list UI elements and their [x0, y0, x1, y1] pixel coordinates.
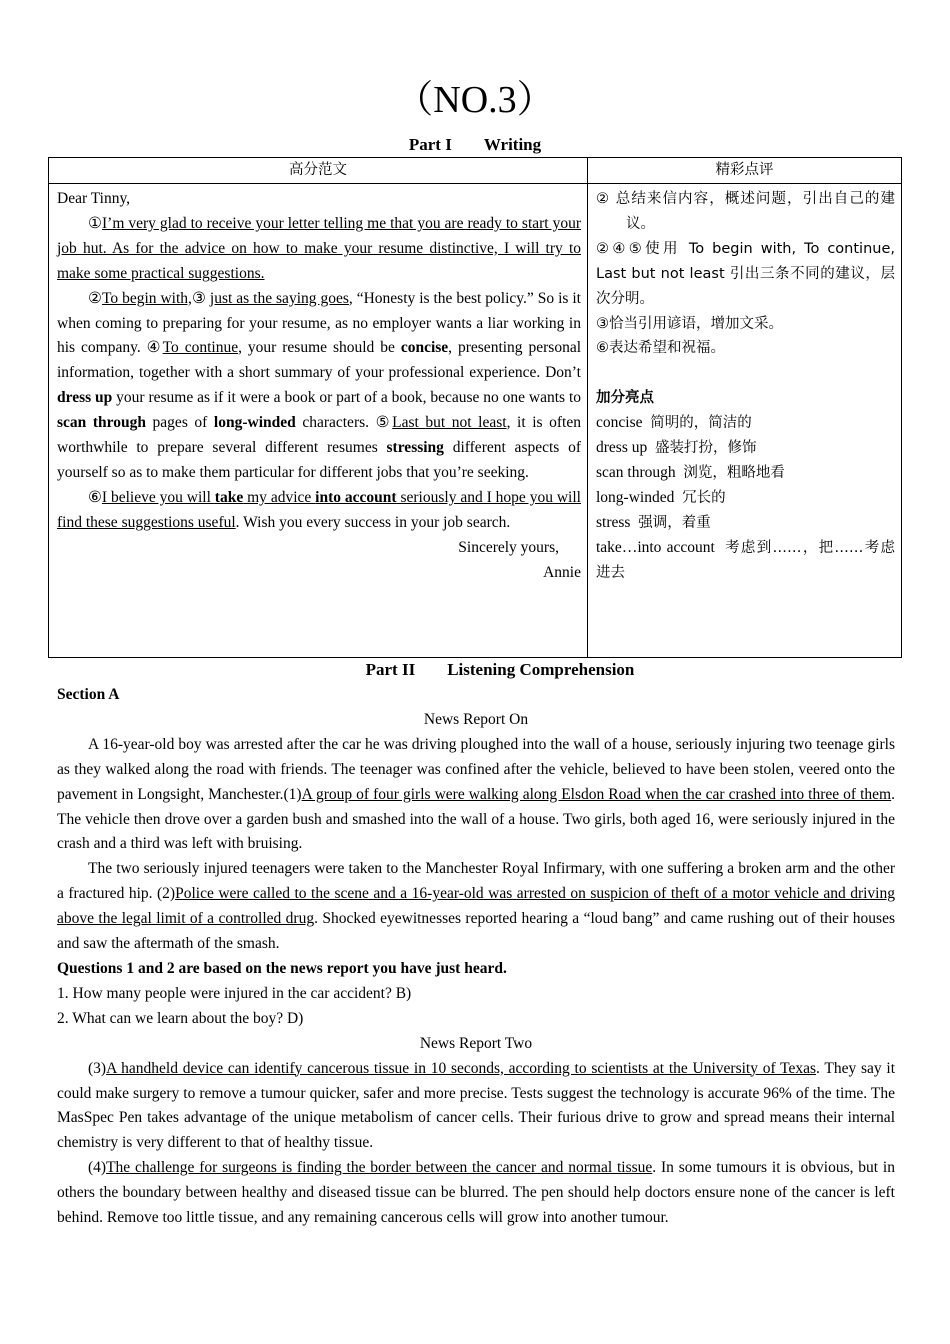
highlight-item — [596, 461, 895, 486]
spacer — [596, 361, 895, 386]
highlight-meaning: 冗长的 — [682, 489, 726, 506]
underlined-text: seriously and I hope you will find these suggestions useful — [57, 488, 581, 531]
highlight-term: stress — [596, 513, 639, 531]
highlight-term: scan through — [596, 463, 684, 481]
highlight-item — [596, 436, 895, 461]
letter-closing: Sincerely yours, — [458, 538, 559, 556]
text-run: ② — [88, 289, 102, 307]
highlight-meaning: 浏览，粗略地看 — [683, 464, 785, 481]
comment: ⑥表达希望和祝福。 — [596, 340, 725, 357]
letter-paragraph — [57, 486, 581, 536]
page-title: （NO.3） — [395, 79, 555, 121]
listening-section — [57, 683, 895, 1231]
text-run: ① — [88, 214, 103, 232]
text-run: ③ — [191, 289, 210, 307]
report-paragraph — [57, 1156, 895, 1231]
underlined-text: A handheld device can identify cancerous tissue in 10 seconds, according to scientists at the University of Texas — [106, 1059, 817, 1077]
highlight-item — [596, 511, 895, 536]
text-run: (3) — [88, 1059, 107, 1077]
report2-title: News Report Two — [419, 1034, 533, 1052]
report-paragraph — [57, 1057, 895, 1157]
highlight-term: dress up — [596, 439, 655, 457]
comment: ② 总结来信内容，概述问题，引出自己的建议。 — [596, 191, 895, 232]
report1-title: News Report On — [423, 710, 529, 728]
part1-name: Writing — [483, 135, 542, 154]
part1-heading — [0, 133, 950, 157]
highlight-item — [596, 411, 895, 436]
question-item: 2. What can we learn about the boy? D) — [57, 1009, 304, 1027]
text-run: A 16-year-old boy was arrested after the car he was driving ploughed into the wall of a house, seriously injuring two teenage girls as they walked along the road with friends. The teenager was confined after the vehicle, believed to have been stolen, veered onto the pavement in Longsight, Manchester.(1) — [57, 735, 895, 803]
letter-paragraph — [57, 212, 581, 287]
bold-phrase: long-winded — [213, 414, 296, 432]
bold-phrase: dress up — [57, 389, 113, 407]
text-run: , your resume should be — [238, 339, 401, 357]
underlined-text: Last but not least — [392, 414, 507, 432]
report-paragraph — [57, 857, 895, 957]
comment: ③恰当引用谚语，增加文采。 — [596, 315, 783, 332]
bold-phrase: take — [214, 488, 244, 506]
underlined-text: Police were called to the scene and a 16-year-old was arrested on suspicion of theft of a motor vehicle and driving above the legal limit of a controlled drug — [57, 885, 895, 928]
comments-cell — [588, 184, 902, 658]
highlight-meaning: 简明的，简洁的 — [650, 415, 752, 432]
question-item: 1. How many people were injured in the car accident? B) — [57, 984, 412, 1002]
text-run: characters. ⑤ — [295, 414, 393, 432]
sample-letter — [49, 184, 588, 658]
bold-phrase: concise — [400, 339, 449, 357]
letter-paragraph — [57, 287, 581, 486]
part1-label: Part I — [408, 135, 452, 154]
underlined-text: The challenge for surgeons is finding the border between the cancer and normal tissue — [106, 1159, 653, 1177]
underlined-text: just as the saying goes — [209, 289, 349, 307]
questions-heading: Questions 1 and 2 are based on the news report you have just heard. — [57, 959, 507, 977]
highlight-meaning: 盛装打扮，修饰 — [654, 440, 757, 457]
text-run: your resume as if it were a book or part of a book, because no one wants to — [112, 389, 582, 407]
highlights-title: 加分亮点 — [596, 390, 654, 407]
bold-phrase: into account — [315, 488, 397, 506]
report-paragraph — [57, 733, 895, 858]
highlight-item — [596, 486, 895, 511]
header-sample-essay: 高分范文 — [49, 158, 588, 184]
highlights-list — [596, 411, 895, 585]
highlight-term: long-winded — [596, 488, 683, 506]
text-run: . In some tumours it is obvious, but in others the boundary between healthy and diseased tissue can be blurred. The pen should help doctors ensure none of the cancer is left behind. Remove too little tissue, and any remaining cancerous cells will grow into another tumour. — [57, 1159, 895, 1227]
comment: ②④⑤使用 To begin with, To continue, Last but not least 引出三条不同的建议，层次分明。 — [596, 240, 895, 307]
underlined-text: my advice — [243, 488, 316, 506]
text-run: pages of — [145, 414, 214, 432]
part2-heading — [0, 658, 950, 682]
text-run: . Wish you every success in your job search. — [235, 513, 511, 531]
underlined-text: A group of four girls were walking along Elsdon Road when the car crashed into three of them — [301, 785, 892, 803]
part2-name: Listening Comprehension — [447, 660, 635, 679]
underlined-text: I’m very glad to receive your letter telling me that you are ready to start your job hut. As for the advice on how to make your resume distinctive, I will try to make some practical suggestions. — [57, 214, 581, 282]
highlight-meaning: 强调，着重 — [638, 514, 711, 531]
bold-phrase: stressing — [386, 439, 444, 457]
text-run: , it is often worthwhile to prepare several different resumes — [57, 414, 581, 457]
text-run: The two seriously injured teenagers were taken to the Manchester Royal Infirmary, with one suffering a broken arm and the other a fractured hip. (2) — [57, 860, 895, 903]
highlight-meaning: 考虑到……，把……考虑进去 — [596, 539, 896, 581]
text-run: . The vehicle then drove over a garden bush and smashed into the wall of a house. Two girls, both aged 16, were seriously injured in the crash and a third was left with bruising. — [57, 785, 895, 853]
highlight-item — [596, 536, 895, 586]
underlined-text: To begin with, — [101, 289, 192, 307]
writing-table — [48, 157, 902, 658]
letter-signature: Annie — [543, 563, 581, 581]
text-run: . Shocked eyewitnesses reported hearing a “loud bang” and came rushing out of their houses and saw the aftermath of the smash. — [57, 910, 895, 953]
text-run: . They say it could make surgery to remove a tumour quicker, safer and more precise. Tests suggest the technology is accurate 96% of the time. The MasSpec Pen takes advantage of the unique metabolism of cancer cells. Their furious drive to grow and spread means their internal chemistry is very different to that of healthy tissue. — [57, 1059, 895, 1152]
highlight-term: take…into account — [596, 538, 726, 556]
underlined-text: To continue — [162, 339, 239, 357]
text-run: , “Honesty is the best policy.” So is it when coming to preparing for your resume, as no employer wants a liar working in his company. ④ — [57, 289, 581, 357]
text-run: ⑥ — [88, 488, 102, 506]
bold-phrase: scan through — [57, 414, 146, 432]
header-comments: 精彩点评 — [588, 158, 902, 184]
letter-greeting: Dear Tinny, — [57, 190, 131, 207]
underlined-text: I believe you will — [101, 488, 215, 506]
text-run: different aspects of yourself so as to make them particular for different jobs that you’re seeking. — [57, 439, 582, 481]
part2-label: Part II — [365, 660, 416, 679]
text-run: (4) — [88, 1159, 107, 1177]
highlight-term: concise — [596, 414, 651, 432]
text-run: , presenting personal information, together with a short summary of your professional experience. Don’t — [57, 339, 582, 382]
section-label: Section A — [57, 686, 120, 703]
